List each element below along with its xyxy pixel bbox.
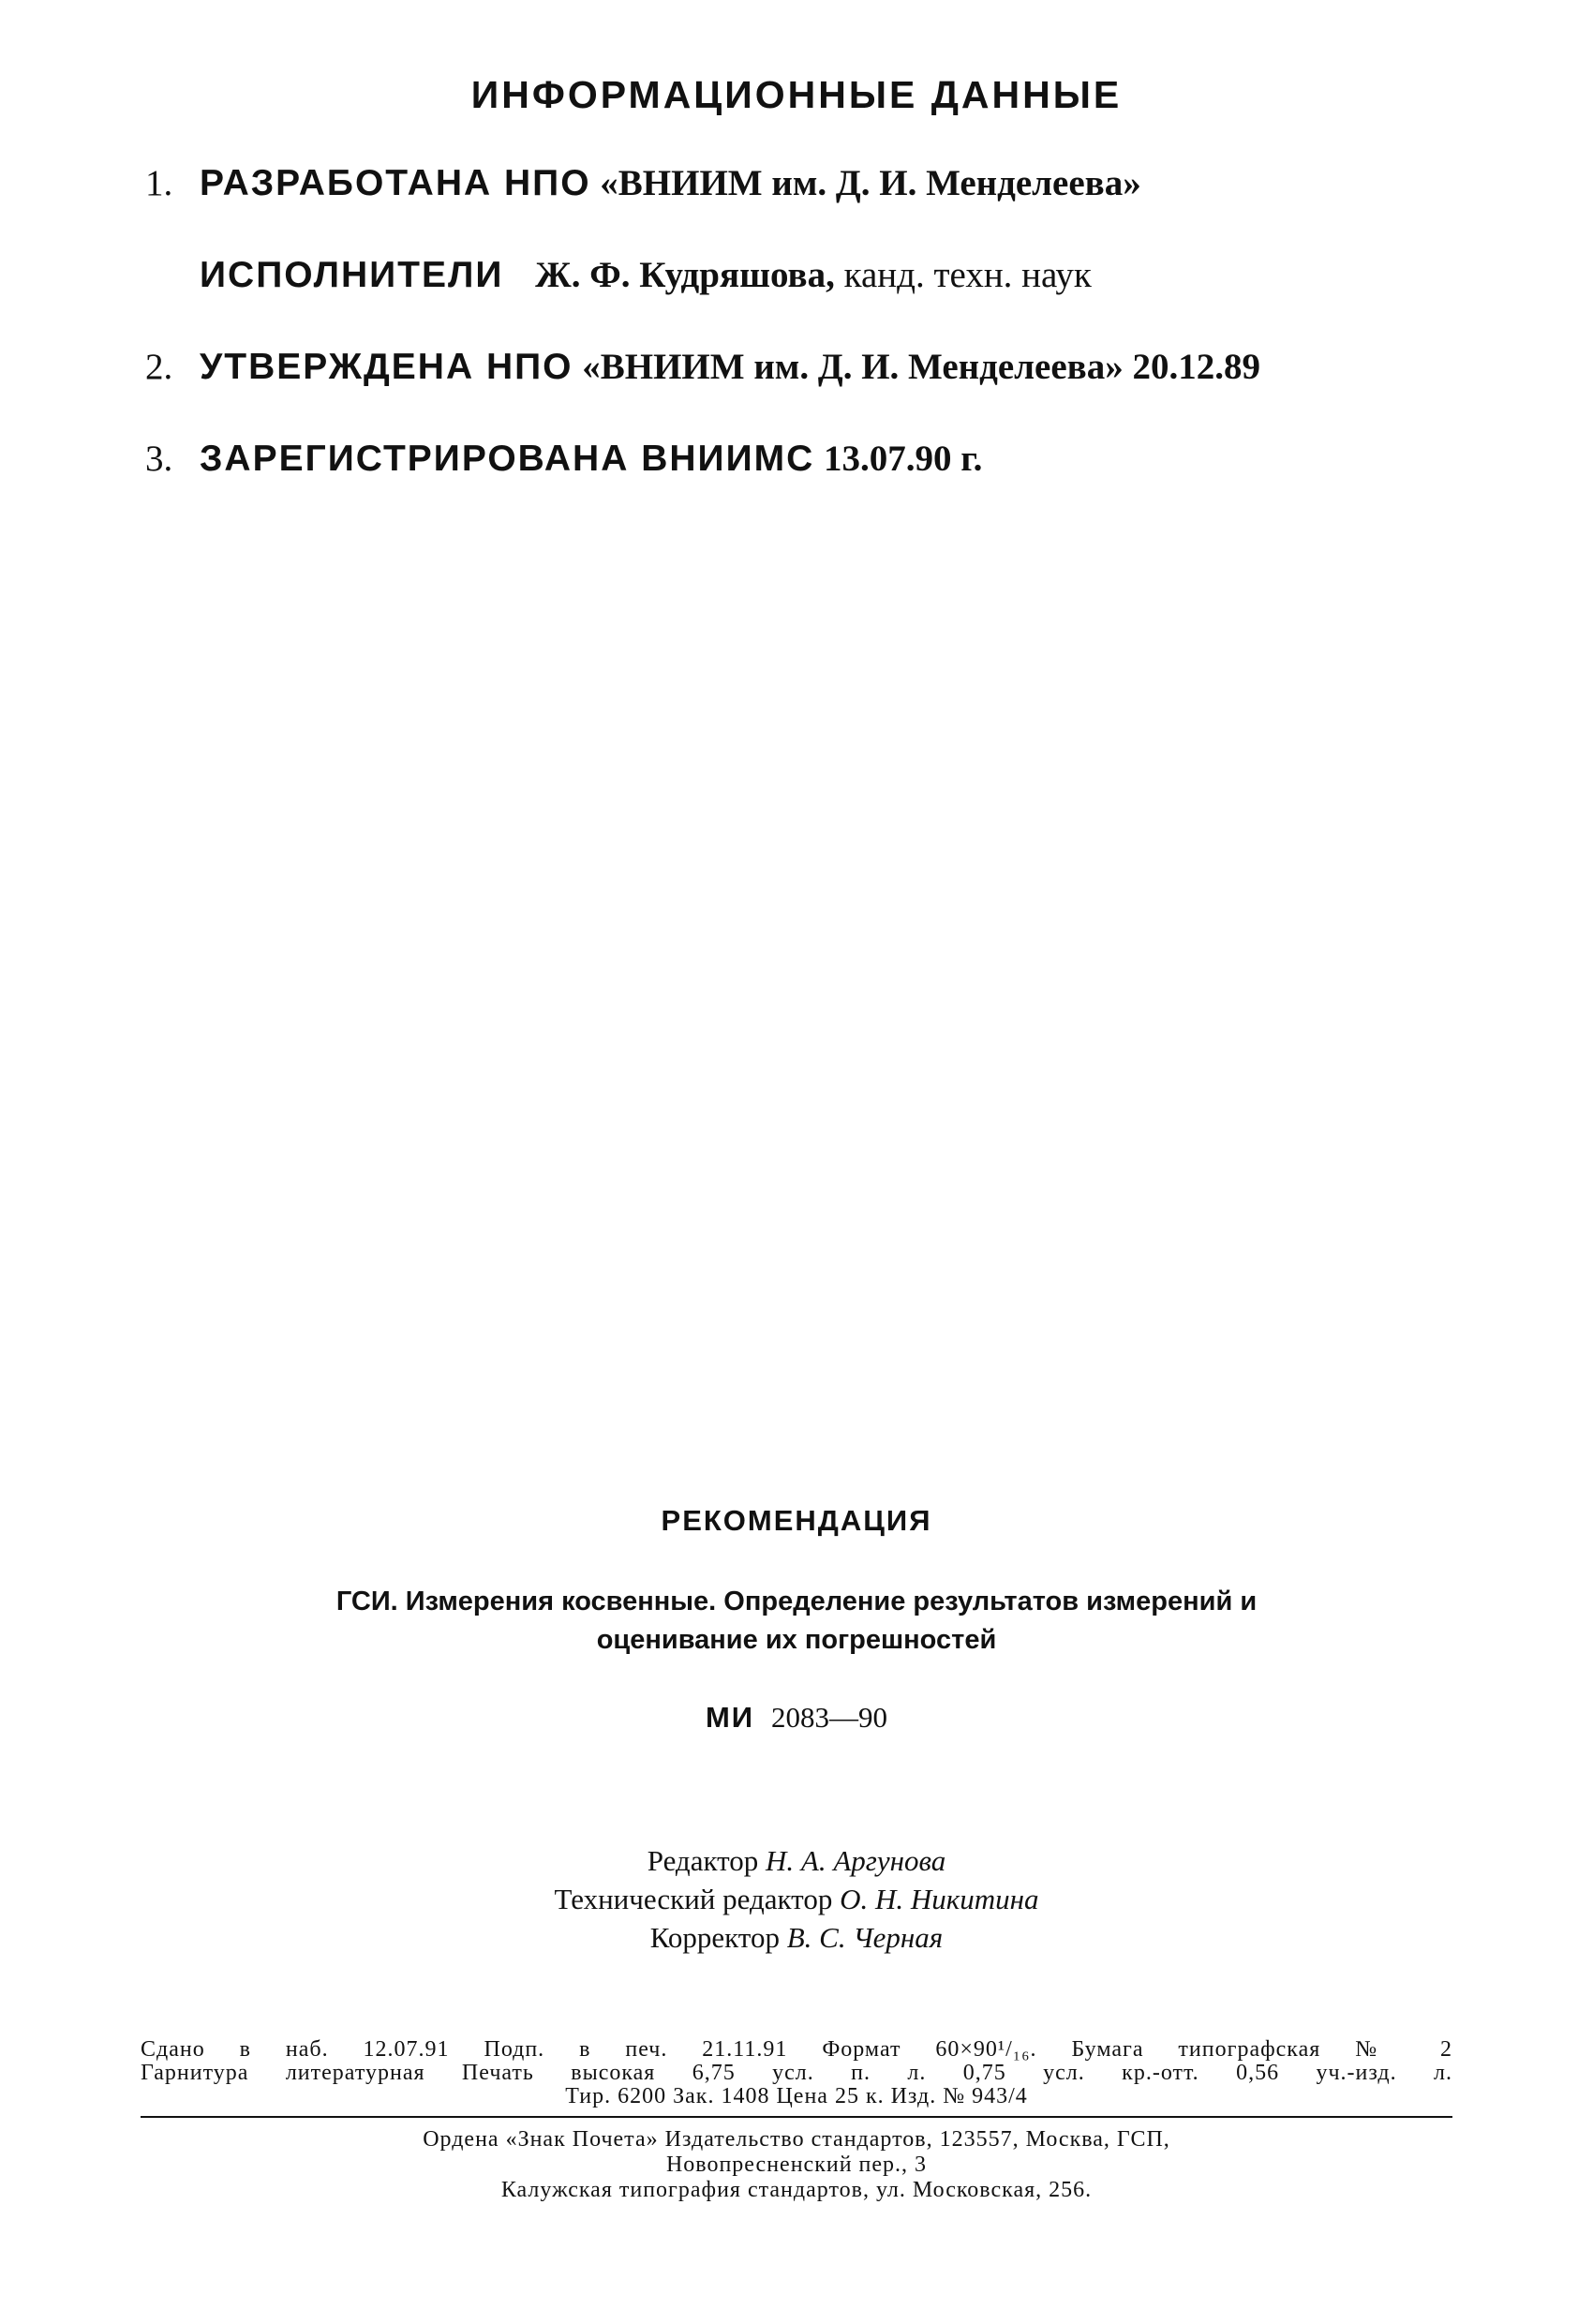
staff-credits — [0, 1841, 1593, 1957]
editor-name: Н. А. Аргунова — [766, 1844, 946, 1877]
info-title: ИНФОРМАЦИОННЫЕ ДАННЫЕ — [470, 73, 1123, 116]
approved-date: 20.12.89 — [1132, 347, 1260, 387]
publisher-line-3: Калужская типография стандартов, ул. Московская, 256. — [500, 2178, 1093, 2202]
recommendation-name-line1: ГСИ. Измерения косвенные. Определение результатов измерений и — [335, 1587, 1258, 1616]
corrector-name: В. С. Черная — [786, 1921, 944, 1954]
info-list — [145, 159, 1476, 527]
recommendation-title: РЕКОМЕНДАЦИЯ — [661, 1504, 932, 1537]
developed-org: «ВНИИМ им. Д. И. Менделеева» — [600, 163, 1141, 203]
code-number: 2083—90 — [771, 1701, 888, 1734]
info-item-developed — [145, 159, 1476, 208]
executor-degree: канд. техн. наук — [843, 255, 1092, 295]
approved-label: УТВЕРЖДЕНА НПО — [200, 347, 573, 387]
info-item-approved — [145, 343, 1476, 392]
executors-label: ИСПОЛНИТЕЛИ — [200, 255, 504, 295]
info-item-registered — [145, 435, 1476, 484]
executor-name: Ж. Ф. Кудряшова, — [535, 255, 835, 295]
print-line-1: Сдано в наб. 12.07.91 Подп. в печ. 21.11.91 Формат 60×90¹/₁₆. Бумага типографская № 2 — [141, 2037, 1452, 2062]
print-details — [141, 2038, 1452, 2108]
recommendation-block — [0, 1504, 1593, 1735]
recommendation-name — [0, 1583, 1593, 1660]
developed-label: РАЗРАБОТАНА НПО — [200, 163, 591, 203]
item-number: 3. — [145, 439, 173, 479]
code-prefix: МИ — [705, 1701, 755, 1734]
print-line-2: Гарнитура литературная Печать высокая 6,75 усл. п. л. 0,75 усл. кр.-отт. 0,56 уч.-изд. л. — [141, 2061, 1452, 2085]
tech-editor-role: Технический редактор — [554, 1883, 833, 1915]
corrector-line — [0, 1918, 1593, 1957]
item-number: 1. — [145, 163, 173, 203]
tech-editor-line — [0, 1880, 1593, 1918]
publisher-line-1: Ордена «Знак Почета» Издательство стандартов, 123557, Москва, ГСП, — [423, 2127, 1170, 2152]
registered-date: 13.07.90 г. — [824, 439, 983, 479]
publisher-line-2: Новопресненский пер., 3 — [665, 2153, 928, 2177]
tech-editor-name: О. Н. Никитина — [840, 1883, 1039, 1915]
print-line-3: Тир. 6200 Зак. 1408 Цена 25 к. Изд. № 943/4 — [565, 2084, 1028, 2108]
divider — [141, 2116, 1452, 2118]
corrector-role: Корректор — [649, 1921, 780, 1954]
publisher-info — [141, 2127, 1452, 2203]
registered-label: ЗАРЕГИСТРИРОВАНА ВНИИМС — [200, 439, 815, 479]
item-number: 2. — [145, 347, 173, 387]
approved-org: «ВНИИМ им. Д. И. Менделеева» — [582, 347, 1124, 387]
recommendation-name-line2: оценивание их погрешностей — [596, 1625, 997, 1655]
editor-line — [0, 1841, 1593, 1880]
recommendation-code — [0, 1701, 1593, 1735]
info-executors — [145, 251, 1476, 300]
editor-role: Редактор — [647, 1844, 759, 1877]
